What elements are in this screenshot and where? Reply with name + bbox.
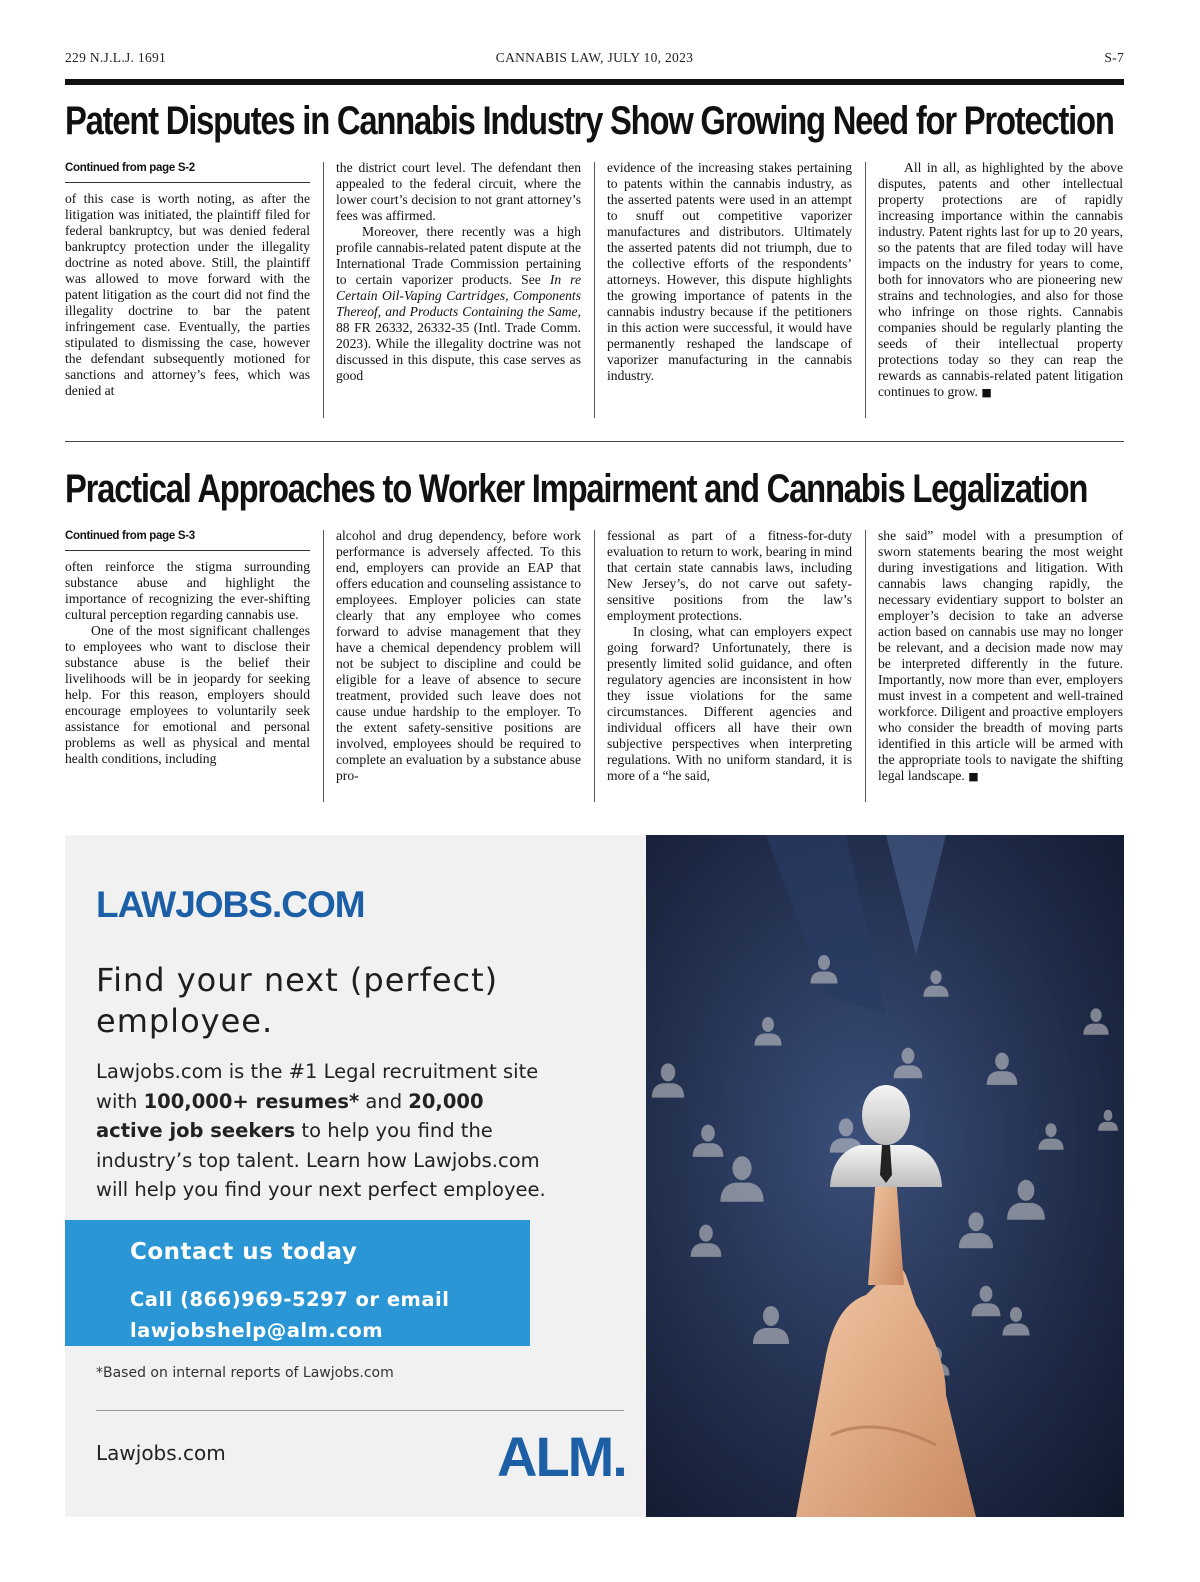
article-column <box>336 160 581 384</box>
column-divider <box>865 530 866 802</box>
column-divider <box>323 530 324 802</box>
paragraph: alcohol and drug dependency, before work performance is adversely affected. To this end, employers can provide an EAP that offers education and counseling assistance to employees. Employer policies can state clearly that any employee who comes forward to advise management that they have a chemical dependency problem will not be subject to discipline and could be eligible for a leave of absence to secure treatment, provided such leave does not cause undue hardship to the employer. To the extent safety-sensitive positions are involved, employees should be required to complete an evaluation by a substance abuse pro- <box>336 528 581 783</box>
page-number: S-7 <box>1104 50 1124 65</box>
ad-tagline: Find your next (perfect) employee. <box>96 961 499 1040</box>
column-divider <box>323 162 324 418</box>
site-link[interactable]: Lawjobs.com <box>96 1441 226 1465</box>
article-column <box>607 528 852 784</box>
alm-logo: ALM. <box>497 1425 626 1488</box>
paragraph <box>878 528 1123 785</box>
section-date: CANNABIS LAW, JULY 10, 2023 <box>495 50 694 65</box>
article-column <box>65 160 310 399</box>
ad-text-bold: 100,000+ resumes* <box>143 1089 360 1113</box>
ad-text: Lawjobs.com is the #1 Legal recruitment site with <box>96 1060 539 1113</box>
paragraph: In closing, what can employers expect going forward? Unfortunately, there is presently limited solid guidance, and often regulatory agencies are inconsistent in how they issue violations for the same circumstances. Different agencies and individual officers all have their own subjective perspectives when interpreting regulations. With no uniform standard, it is more of a “he said, <box>607 624 852 783</box>
article-separator <box>65 441 1124 442</box>
lawjobs-logo[interactable]: LAWJOBS.COM <box>96 884 365 925</box>
case-citation: In re Certain Oil-Vaping Cartridges, Components Thereof, and Products Containing the Same, <box>336 272 581 319</box>
article-column <box>878 528 1123 785</box>
continued-from-label: Continued from page S-2 <box>65 160 310 183</box>
paragraph <box>878 160 1123 401</box>
ad-body-text <box>96 1057 546 1205</box>
paragraph: One of the most significant challenges to employees who want to disclose their substance abuse is the belief their livelihoods will be in jeopardy for seeking help. For this reason, employers should encourage employees to voluntarily seek assistance for emotional and personal problems as well as physical and mental health conditions, including <box>65 623 310 766</box>
column-divider <box>594 162 595 418</box>
ad-footnote: *Based on internal reports of Lawjobs.com <box>96 1365 394 1381</box>
paragraph: often reinforce the stigma surrounding substance abuse and highlight the importance of recognizing the ever-shifting cultural perception regarding cannabis use. <box>65 559 310 622</box>
paragraph: the district court level. The defendant then appealed to the federal circuit, where the lower court’s decision to not grant attorney’s fees was affirmed. <box>336 160 581 223</box>
ad-text: and <box>359 1089 409 1113</box>
paragraph: of this case is worth noting, as after the litigation was initiated, the plaintiff filed for federal bankruptcy, but was denied federal bankruptcy protection under the illegality doctrine as noted above. Still, the plaintiff was allowed to move forward with the patent litigation as the court did not find the illegality doctrine to bar the patent infringement case. Eventually, the parties stipulated to dismissing the case, however the defendant subsequently motioned for sanctions and attorney’s fees, which was denied at <box>65 191 310 398</box>
article-body <box>65 160 1124 418</box>
contact-banner <box>65 1220 530 1346</box>
recruitment-network-icon <box>646 835 1124 1517</box>
contact-details <box>130 1284 449 1346</box>
paragraph: fessional as part of a fitness-for-duty evaluation to return to work, bearing in mind that certain state cannabis laws, including New Jersey’s, do not carve out safety-sensitive positions from the law’s employment protections. <box>607 528 852 623</box>
article-column <box>878 160 1123 401</box>
paragraph-text: Moreover, there recently was a high profile cannabis-related patent dispute at the International Trade Commission pertaining to certain vaporizer products. See <box>336 224 581 287</box>
end-mark: ■ <box>968 770 979 783</box>
recruitment-network-photo <box>646 835 1124 1517</box>
article-headline: Practical Approaches to Worker Impairment and Cannabis Legalization <box>65 467 1088 511</box>
column-divider <box>865 162 866 418</box>
paragraph-text: she said” model with a presumption of sworn statements bearing the most weight during investigations and litigation. With cannabis laws changing rapidly, the necessary evidentiary support to bolster an employer’s decision to take an adverse action based on cannabis use may no longer be relevant, and a decision made now may be interpreted differently in the future. Importantly, now more than ever, employers must invest in a competent and well-trained workforce. Diligent and proactive employers who consider the breadth of moving parts identified in this article will be armed with the appropriate tools to navigate the shifting legal landscape. <box>878 528 1123 783</box>
contact-email-link[interactable]: lawjobshelp@alm.com <box>130 1319 384 1342</box>
running-head <box>65 50 1124 68</box>
ad-divider <box>96 1410 624 1411</box>
paragraph: evidence of the increasing stakes pertaining to patents within the cannabis industry, as the asserted patents were used in an attempt to snuff out competitive vaporizer manufactures and distributors. Ultimately the asserted patents did not triumph, due to the collective efforts of the respondents’ attorneys. However, this dispute highlights the growing importance of patents in the cannabis industry because if the petitioners in this action were successful, it would have permanently reshaped the landscape of vaporizer manufacturing in the cannabis industry. <box>607 160 852 383</box>
continued-from-label: Continued from page S-3 <box>65 528 310 551</box>
article-body <box>65 528 1124 803</box>
header-rule <box>65 79 1124 85</box>
paragraph-text: 88 FR 26332, 26332-35 (Intl. Trade Comm. 2023). While the illegality doctrine was not discussed in this dispute, this case serves as good <box>336 320 581 383</box>
end-mark: ■ <box>981 386 992 399</box>
paragraph-text: All in all, as highlighted by the above disputes, patents and other intellectual property protections are of rapidly increasing importance within the cannabis industry. Patent rights last for up to 20 years, so the patents that are filed today will have impacts on the industry for years to come, both for innovators who are pioneering new strains and technologies, and also for those who infringe on those rights. Cannabis companies should be regularly planting the seeds of their intellectual property protections today so they can reap the rewards as cannabis-related patent litigation continues to grow. <box>878 160 1123 399</box>
contact-phone-line[interactable]: Call (866)969-5297 or email <box>130 1288 450 1311</box>
lawjobs-advertisement <box>65 835 1124 1517</box>
paragraph <box>336 224 581 384</box>
ad-text-bold: 20,000 active job seekers <box>96 1089 484 1142</box>
ad-text: to help you find the industry’s top talent. Learn how Lawjobs.com will help you find your next perfect employee. <box>96 1119 546 1201</box>
article-column <box>336 528 581 784</box>
column-divider <box>594 530 595 802</box>
article-headline: Patent Disputes in Cannabis Industry Show Growing Need for Protection <box>65 99 1114 143</box>
article-column <box>65 528 310 767</box>
volume-citation: 229 N.J.L.J. 1691 <box>65 50 167 65</box>
contact-title: Contact us today <box>130 1239 358 1265</box>
article-column <box>607 160 852 384</box>
